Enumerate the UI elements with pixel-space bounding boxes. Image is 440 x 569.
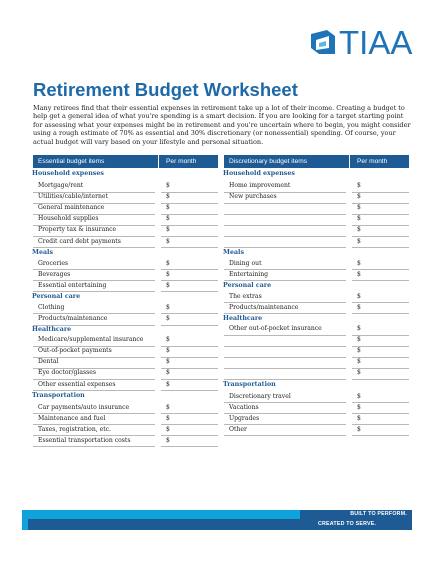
budget-row [33, 238, 218, 249]
budget-row [33, 437, 218, 448]
amount-underline [161, 291, 218, 292]
amount-field[interactable]: $ [357, 403, 361, 411]
discretionary-header [224, 155, 409, 168]
budget-item-label: Taxes, registration, etc. [38, 425, 112, 433]
tiaa-logo [309, 26, 413, 60]
footer-edge-bar [22, 519, 28, 530]
budget-row [33, 271, 218, 282]
budget-row [224, 358, 409, 369]
built-to-perform-text: BUILT TO PERFORM. [350, 511, 407, 517]
budget-item-label: Other out-of-pocket insurance [229, 325, 322, 332]
amount-field[interactable]: $ [357, 237, 361, 245]
budget-row [224, 293, 409, 304]
budget-row [33, 226, 218, 237]
budget-item-label: Essential entertaining [38, 281, 107, 289]
budget-row [224, 369, 409, 380]
amount-field[interactable]: $ [166, 237, 170, 245]
created-to-serve-text: CREATED TO SERVE. [318, 521, 377, 527]
budget-row [224, 193, 409, 204]
amount-field[interactable]: $ [166, 215, 170, 223]
budget-item-label: Mortgage/rent [38, 182, 84, 189]
essential-header [33, 155, 218, 168]
amount-field[interactable]: $ [357, 303, 361, 311]
header-divider [349, 155, 350, 168]
budget-item-label: Products/maintenance [38, 315, 108, 322]
budget-row [224, 238, 409, 249]
amount-underline [352, 247, 409, 248]
discretionary-column [223, 155, 409, 433]
essential-header-label: Essential budget items [38, 158, 105, 165]
amount-field[interactable]: $ [166, 414, 170, 422]
amount-field[interactable]: $ [166, 259, 170, 267]
budget-item-label: Beverages [38, 270, 71, 278]
amount-field[interactable]: $ [166, 425, 170, 433]
budget-item-label: Essential transportation costs [38, 436, 131, 444]
section-heading-label: Healthcare [223, 315, 263, 322]
budget-row [224, 226, 409, 237]
budget-item-label: The extras [229, 292, 262, 300]
budget-item-label: General maintenance [38, 204, 105, 212]
budget-item-label: Property tax & insurance [38, 226, 117, 234]
budget-item-label: Medicare/supplemental insurance [38, 336, 144, 344]
amount-field[interactable]: $ [166, 204, 170, 212]
budget-item-label: Out-of-pocket payments [38, 347, 112, 355]
amount-field[interactable]: $ [357, 336, 361, 344]
budget-item-label: Credit card debt payments [38, 237, 121, 245]
section-heading-label: Transportation [223, 380, 276, 388]
amount-field[interactable]: $ [166, 303, 170, 311]
budget-row [33, 358, 218, 369]
amount-field[interactable]: $ [166, 315, 170, 322]
amount-field[interactable]: $ [166, 403, 170, 411]
budget-row [33, 215, 218, 226]
budget-row [224, 304, 409, 315]
amount-field[interactable]: $ [357, 325, 361, 332]
per-month-label: Per month [166, 158, 197, 165]
budget-item-label: Dining out [229, 259, 262, 267]
budget-row [33, 282, 218, 293]
budget-item-label: Groceries [38, 259, 69, 267]
budget-row [224, 182, 409, 193]
budget-item-label: New purchases [229, 193, 277, 201]
amount-field[interactable]: $ [166, 358, 170, 366]
amount-field[interactable]: $ [357, 414, 361, 422]
budget-item-label: Car payments/auto insurance [38, 403, 130, 411]
amount-field[interactable]: $ [166, 436, 170, 444]
amount-field[interactable]: $ [357, 347, 361, 355]
budget-row [33, 336, 218, 347]
budget-item-label: Other [229, 425, 247, 433]
section-heading-label: Household expenses [32, 170, 104, 177]
amount-field[interactable]: $ [357, 292, 361, 300]
budget-row [224, 215, 409, 226]
amount-field[interactable]: $ [357, 215, 361, 223]
amount-field[interactable]: $ [166, 270, 170, 278]
essential-column [32, 155, 218, 444]
budget-item-label: Clothing [38, 303, 65, 311]
amount-field[interactable]: $ [166, 182, 170, 189]
budget-row [224, 204, 409, 215]
amount-field[interactable]: $ [357, 369, 361, 377]
amount-field[interactable]: $ [357, 193, 361, 201]
amount-field[interactable]: $ [166, 193, 170, 201]
budget-item-label: Upgrades [229, 414, 260, 422]
budget-row [33, 193, 218, 204]
budget-row [224, 271, 409, 282]
budget-row [224, 336, 409, 347]
amount-field[interactable]: $ [357, 392, 361, 400]
budget-row [33, 315, 218, 326]
section-heading-label: Meals [223, 248, 244, 256]
intro-paragraph: Many retirees find that their essential expenses in retirement take up a lot of their income. Creating a budget to help get a general idea of what you're spending is a smart decision. If you are looking for a target starting point for assessing what your expenses might be in retirement and you're uncertain where to begin, you might consider using a rough estimate of 70% as essential and 30% discretionary (or nonessential) spending. Of course, your actual budget will vary based on your lifestyle and personal situation. [33, 104, 411, 146]
amount-underline [352, 313, 409, 314]
budget-item-label: Eye doctor/glasses [38, 369, 96, 377]
budget-item-label: Utilities/cable/internet [38, 193, 108, 201]
budget-row [224, 415, 409, 426]
budget-row [33, 347, 218, 358]
page-title: Retirement Budget Worksheet [33, 79, 298, 100]
item-underline [224, 435, 346, 436]
amount-underline [352, 435, 409, 436]
budget-row [224, 426, 409, 437]
budget-item-label: Discretionary travel [229, 392, 291, 400]
budget-row [33, 304, 218, 315]
amount-field[interactable]: $ [166, 226, 170, 234]
tiaa-logo-mark-icon [309, 28, 337, 56]
budget-item-label: Vacations [229, 403, 259, 411]
logo-text: TIAA [339, 24, 413, 61]
budget-item-label: Products/maintenance [229, 303, 299, 311]
amount-underline [161, 325, 218, 326]
budget-row [33, 415, 218, 426]
section-heading-label: Household expenses [223, 170, 295, 177]
budget-row [33, 260, 218, 271]
budget-row [33, 426, 218, 437]
budget-row [224, 404, 409, 415]
amount-field[interactable]: $ [357, 358, 361, 366]
budget-row [33, 404, 218, 415]
amount-field[interactable]: $ [166, 347, 170, 355]
amount-underline [161, 446, 218, 447]
section-heading-label: Healthcare [32, 326, 72, 334]
amount-field[interactable]: $ [357, 259, 361, 267]
amount-underline [352, 280, 409, 281]
section-heading-label: Transportation [32, 391, 85, 399]
amount-field[interactable]: $ [357, 182, 361, 189]
budget-item-label: Entertaining [229, 270, 269, 278]
budget-item-label: Maintenance and fuel [38, 414, 106, 422]
amount-field[interactable]: $ [166, 380, 170, 388]
amount-underline [161, 390, 218, 391]
budget-row [224, 325, 409, 336]
item-underline [33, 446, 155, 447]
budget-item-label: Dental [38, 358, 59, 366]
amount-field[interactable]: $ [357, 425, 361, 433]
amount-field[interactable]: $ [166, 336, 170, 344]
budget-row [33, 369, 218, 380]
per-month-label: Per month [357, 158, 388, 165]
discretionary-header-label: Discretionary budget items [229, 158, 308, 165]
budget-item-label: Home improvement [229, 182, 291, 189]
amount-field[interactable]: $ [357, 226, 361, 234]
section-heading-label: Personal care [32, 292, 81, 300]
budget-row [224, 260, 409, 271]
budget-row [33, 204, 218, 215]
amount-field[interactable]: $ [357, 204, 361, 212]
header-divider [158, 155, 159, 168]
budget-row [224, 393, 409, 404]
section-heading-label: Meals [32, 248, 53, 256]
budget-row [33, 182, 218, 193]
budget-row [224, 347, 409, 358]
amount-field[interactable]: $ [357, 270, 361, 278]
budget-row [33, 381, 218, 392]
amount-field[interactable]: $ [166, 369, 170, 377]
amount-underline [161, 247, 218, 248]
section-heading-label: Personal care [223, 281, 272, 289]
budget-item-label: Household supplies [38, 215, 99, 223]
amount-field[interactable]: $ [166, 281, 170, 289]
budget-item-label: Other essential expenses [38, 380, 116, 388]
amount-underline [352, 379, 409, 380]
